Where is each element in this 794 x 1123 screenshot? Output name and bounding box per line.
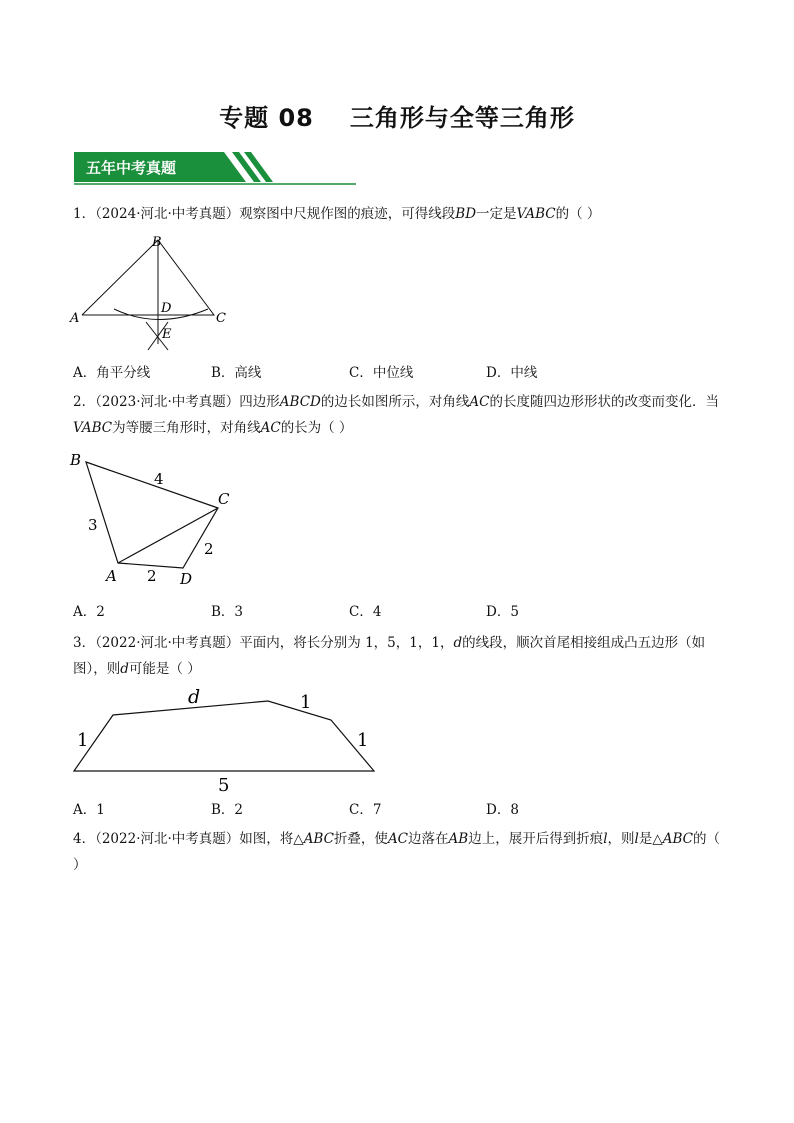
length-bottom-5: 5 [218,775,230,796]
question-2-options [73,600,633,620]
option-a[interactable]: A．角平分线 [73,365,151,381]
question-2: 2．（2023·河北·中考真题）四边形ABCD的边长如图所示，对角线AC的长度随四边形形状的改变而变化．当VABC为等腰三角形时，对角线AC的长为（ ） [73,394,719,436]
option-d[interactable]: D．8 [486,802,519,818]
option-c[interactable]: C．7 [349,802,382,818]
length-left-1: 1 [77,730,89,751]
label-b: B [152,235,162,250]
option-b[interactable]: B．2 [211,802,244,818]
triangle-abc [82,240,214,315]
question-3-options [73,798,633,818]
title-main: 三角形与全等三角形 [349,104,575,132]
page-title [0,98,794,133]
question-3: 3．（2022·河北·中考真题）平面内，将长分别为 1，5，1，1，d的线段，顺次首尾相接组成凸五边形（如图），则d可能是（ ） [73,635,706,677]
title-prefix: 专题 08 [219,104,314,132]
label-d: D [161,301,172,316]
length-right-1: 1 [357,730,369,751]
option-d[interactable]: D．5 [486,604,519,620]
option-d[interactable]: D．中线 [486,365,538,381]
option-a[interactable]: A．2 [73,604,105,620]
question-1: 1．（2024·河北·中考真题）观察图中尺规作图的痕迹，可得线段BD一定是VABC的（ ） [73,206,601,222]
label-a: A [106,567,117,585]
question-4: 4．（2022·河北·中考真题）如图，将△ABC折叠，使AC边落在AB边上，展开后得到折痕l，则l是△ABC的（ ） [73,831,720,873]
question-1-options [73,361,633,381]
question-3-figure [68,684,383,796]
length-3: 3 [88,516,98,534]
option-c[interactable]: C．中位线 [349,365,414,381]
label-c: C [218,490,230,508]
section-label: 五年中考真题 [86,159,177,177]
length-4: 4 [154,470,164,488]
pentagon [74,701,374,771]
option-b[interactable]: B．3 [211,604,244,620]
label-b: B [70,451,82,469]
length-top-1: 1 [300,692,312,713]
option-b[interactable]: B．高线 [211,365,262,381]
length-d: d [188,686,201,708]
length-2-right: 2 [204,540,214,558]
label-c: C [216,311,226,326]
label-d: D [180,570,193,588]
option-c[interactable]: C．4 [349,604,382,620]
quadrilateral-abcd [86,462,218,568]
length-2-bottom: 2 [147,567,157,585]
section-banner [74,152,356,186]
label-e: E [162,327,172,342]
option-a[interactable]: A．1 [73,802,105,818]
question-2-figure [68,448,248,593]
diagonal-ac [118,508,218,563]
question-1-figure [68,232,238,357]
label-a: A [70,311,80,326]
